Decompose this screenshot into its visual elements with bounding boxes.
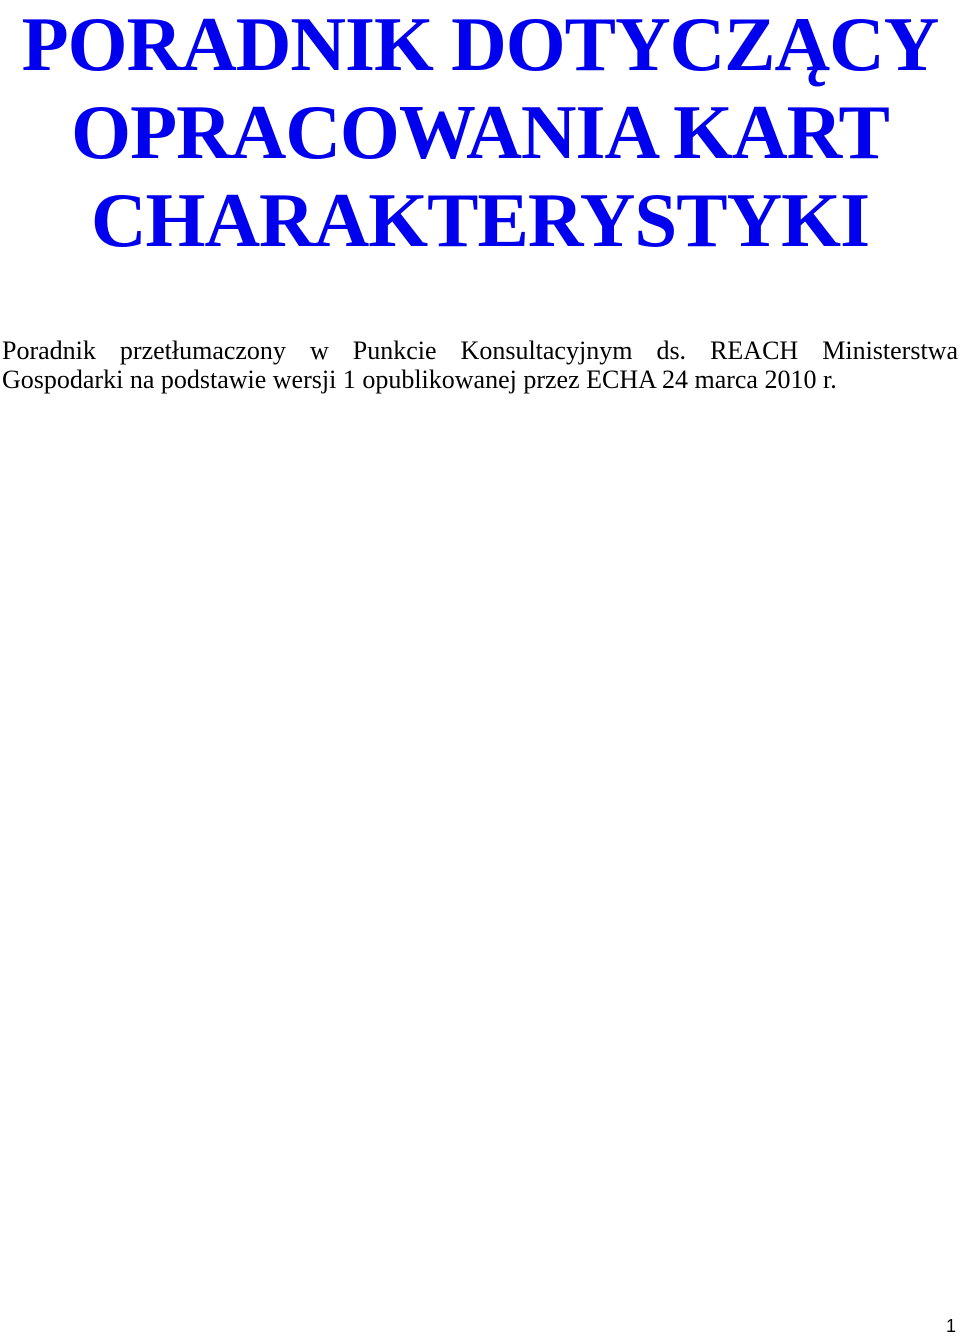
title-line-3: CHARAKTERYSTYKI xyxy=(90,177,870,263)
page-number: 1 xyxy=(945,1316,956,1336)
document-subtitle: Poradnik przetłumaczony w Punkcie Konsultacyjnym ds. REACH Ministerstwa Gospodarki na podstawie wersji 1 opublikowanej przez ECHA 24 marca 2010 r. xyxy=(2,336,958,394)
document-title xyxy=(0,0,960,264)
title-line-2: OPRACOWANIA KART xyxy=(71,89,889,175)
title-line-1: PORADNIK DOTYCZĄCY xyxy=(21,1,939,87)
